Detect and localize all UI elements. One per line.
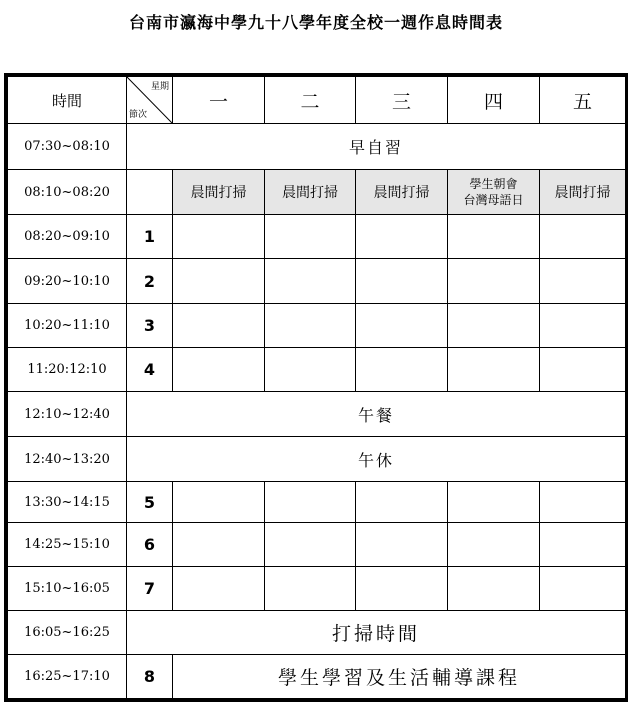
activity-cell-assembly xyxy=(448,170,540,215)
empty-cell xyxy=(448,259,540,304)
empty-cell xyxy=(173,482,265,523)
time-cell: 07:30~08:10 xyxy=(8,124,127,170)
empty-cell xyxy=(356,304,448,348)
day-header-thu: 四 xyxy=(448,77,540,124)
merged-activity-cell: 午休 xyxy=(127,437,626,482)
empty-cell xyxy=(448,304,540,348)
empty-cell xyxy=(265,523,356,567)
merged-activity-cell: 打掃時間 xyxy=(127,611,626,655)
empty-cell xyxy=(173,567,265,611)
table-row xyxy=(8,437,626,482)
empty-cell xyxy=(448,348,540,392)
empty-cell xyxy=(173,304,265,348)
table-row xyxy=(8,259,626,304)
empty-cell xyxy=(448,482,540,523)
merged-activity-cell: 午餐 xyxy=(127,392,626,437)
time-cell: 10:20~11:10 xyxy=(8,304,127,348)
table-row xyxy=(8,348,626,392)
time-cell: 09:20~10:10 xyxy=(8,259,127,304)
empty-cell xyxy=(448,215,540,259)
table-row xyxy=(8,304,626,348)
empty-cell xyxy=(356,523,448,567)
empty-cell xyxy=(356,215,448,259)
table-row xyxy=(8,170,626,215)
table-row xyxy=(8,611,626,655)
table-row xyxy=(8,523,626,567)
time-cell: 16:05~16:25 xyxy=(8,611,127,655)
empty-cell xyxy=(265,215,356,259)
activity-cell: 晨間打掃 xyxy=(173,170,265,215)
period-cell: 4 xyxy=(127,348,173,392)
table-row xyxy=(8,655,626,699)
time-cell: 12:10~12:40 xyxy=(8,392,127,437)
time-header: 時間 xyxy=(8,77,127,124)
activity-cell: 晨間打掃 xyxy=(540,170,626,215)
empty-cell xyxy=(540,259,626,304)
merged-activity-cell: 學生學習及生活輔導課程 xyxy=(173,655,626,699)
empty-cell xyxy=(356,482,448,523)
period-cell: 6 xyxy=(127,523,173,567)
empty-cell xyxy=(448,523,540,567)
time-cell: 14:25~15:10 xyxy=(8,523,127,567)
time-cell: 13:30~14:15 xyxy=(8,482,127,523)
empty-cell xyxy=(540,482,626,523)
assembly-line2: 台灣母語日 xyxy=(463,193,524,207)
corner-cell xyxy=(127,77,173,124)
empty-cell xyxy=(540,523,626,567)
time-cell: 16:25~17:10 xyxy=(8,655,127,699)
empty-cell xyxy=(356,259,448,304)
empty-cell xyxy=(540,215,626,259)
table-row xyxy=(8,215,626,259)
schedule-table xyxy=(4,73,628,702)
merged-activity-cell: 早自習 xyxy=(127,124,626,170)
empty-cell xyxy=(356,567,448,611)
time-cell: 08:10~08:20 xyxy=(8,170,127,215)
time-cell: 11:20:12:10 xyxy=(8,348,127,392)
empty-cell xyxy=(265,304,356,348)
page-title: 台南市瀛海中學九十八學年度全校一週作息時間表 xyxy=(128,13,503,32)
empty-cell xyxy=(265,348,356,392)
empty-cell xyxy=(173,523,265,567)
empty-cell xyxy=(173,348,265,392)
assembly-line1: 學生朝會 xyxy=(469,177,518,191)
table-row xyxy=(8,124,626,170)
period-cell: 8 xyxy=(127,655,173,699)
period-cell: 2 xyxy=(127,259,173,304)
period-cell: 1 xyxy=(127,215,173,259)
day-header-tue: 二 xyxy=(265,77,356,124)
empty-cell xyxy=(448,567,540,611)
table-row xyxy=(8,482,626,523)
empty-cell xyxy=(265,482,356,523)
table-row xyxy=(8,392,626,437)
empty-cell xyxy=(540,348,626,392)
empty-cell xyxy=(540,567,626,611)
time-cell: 08:20~09:10 xyxy=(8,215,127,259)
activity-cell: 晨間打掃 xyxy=(265,170,356,215)
empty-cell xyxy=(540,304,626,348)
day-header-fri: 五 xyxy=(540,77,626,124)
day-header-wed: 三 xyxy=(356,77,448,124)
header-row xyxy=(8,77,626,124)
empty-cell xyxy=(356,348,448,392)
corner-period-label: 節次 xyxy=(129,110,148,120)
period-cell xyxy=(127,170,173,215)
period-cell: 3 xyxy=(127,304,173,348)
time-cell: 15:10~16:05 xyxy=(8,567,127,611)
empty-cell xyxy=(173,215,265,259)
empty-cell xyxy=(265,567,356,611)
empty-cell xyxy=(173,259,265,304)
activity-cell: 晨間打掃 xyxy=(356,170,448,215)
corner-weekday-label: 星期 xyxy=(150,82,169,92)
period-cell: 7 xyxy=(127,567,173,611)
time-cell: 12:40~13:20 xyxy=(8,437,127,482)
empty-cell xyxy=(265,259,356,304)
table-row xyxy=(8,567,626,611)
period-cell: 5 xyxy=(127,482,173,523)
day-header-mon: 一 xyxy=(173,77,265,124)
